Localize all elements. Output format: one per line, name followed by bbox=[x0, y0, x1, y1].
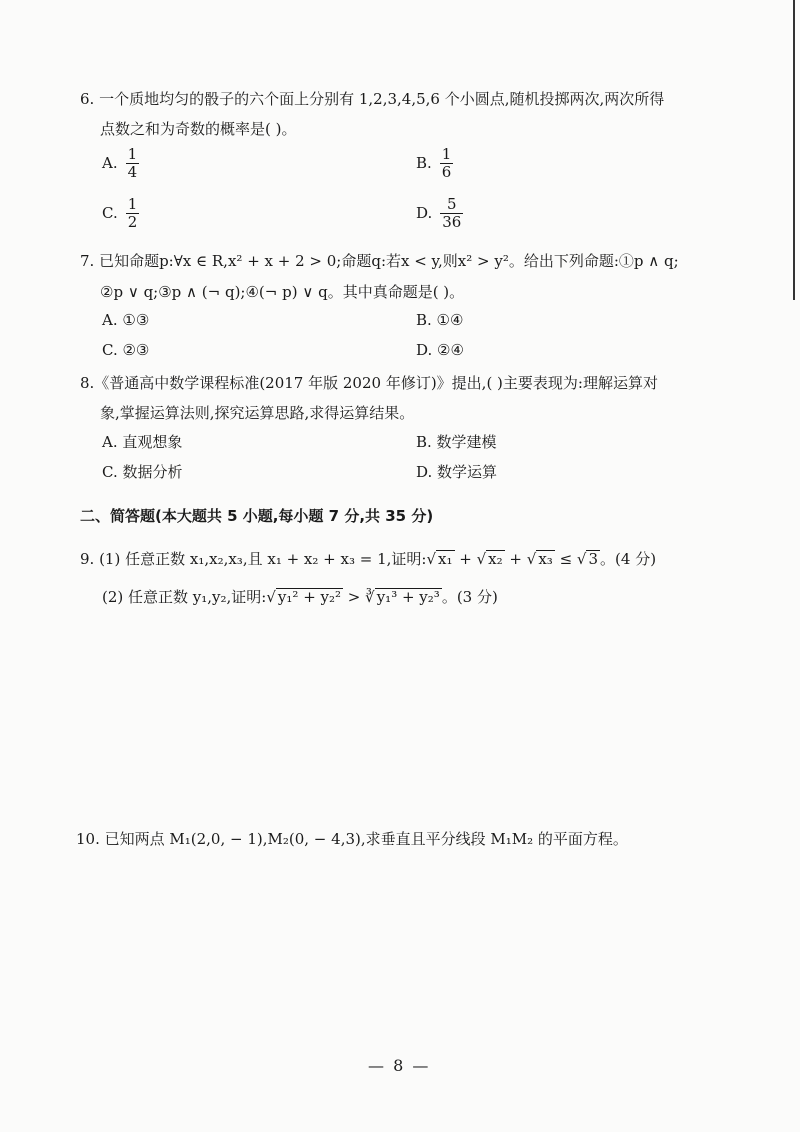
q6-option-c: C. $\frac{1}{2}$ bbox=[102, 195, 138, 232]
q9-part2: (2) 任意正数 y₁,y₂,证明:√ y₁² + y₂² > ∛ y₁³ + y₂³ 。(3 分) bbox=[102, 588, 498, 606]
q7-option-a: A. ①③ bbox=[102, 311, 150, 329]
q10-text: 10. 已知两点 M₁(2,0, − 1),M₂(0, − 4,3),求垂直且平分线段 M₁M₂ 的平面方程。 bbox=[76, 830, 628, 848]
q8-option-a: A. 直观想象 bbox=[102, 433, 183, 451]
q9-part1: 9. (1) 任意正数 x₁,x₂,x₃,且 x₁ + x₂ + x₃ = 1,证明:√ x₁ + √ x₂ + √ x₃ ≤ √ 3 。(4 分) bbox=[80, 550, 657, 568]
q8-line1: 8.《普通高中数学课程标准(2017 年版 2020 年修订)》提出,( )主要表现为:理解运算对 bbox=[80, 374, 658, 392]
fraction: $\frac{1}{2}$ bbox=[127, 195, 138, 232]
q6-option-a: A. $\frac{1}{4}$ bbox=[102, 145, 138, 182]
q7-option-c: C. ②③ bbox=[102, 341, 150, 359]
q8-option-c: C. 数据分析 bbox=[102, 463, 183, 481]
fraction: $\frac{1}{6}$ bbox=[441, 145, 452, 182]
page-number: — 8 — bbox=[368, 1056, 431, 1075]
q6-line2: 点数之和为奇数的概率是( )。 bbox=[100, 120, 297, 138]
section-heading: 二、简答题(本大题共 5 小题,每小题 7 分,共 35 分) bbox=[80, 507, 434, 525]
q7-line1: 7. 已知命题p:∀x ∈ R,x² + x + 2 > 0;命题q:若x < y,则x² > y²。给出下列命题:①p ∧ q; bbox=[80, 252, 679, 270]
q8-line2: 象,掌握运算法则,探究运算思路,求得运算结果。 bbox=[100, 404, 415, 422]
fraction: $\frac{1}{4}$ bbox=[127, 145, 138, 182]
q7-option-d: D. ②④ bbox=[416, 341, 464, 359]
q7-line2: ②p ∨ q;③p ∧ (¬ q);④(¬ p) ∨ q。其中真命题是( )。 bbox=[100, 283, 465, 301]
page-edge-line bbox=[793, 0, 795, 300]
fraction: $\frac{5}{36}$ bbox=[442, 195, 462, 232]
q6-line1: 6. 一个质地均匀的骰子的六个面上分别有 1,2,3,4,5,6 个小圆点,随机投掷两次,两次所得 bbox=[80, 90, 665, 108]
q7-option-b: B. ①④ bbox=[416, 311, 464, 329]
q8-option-b: B. 数学建模 bbox=[416, 433, 497, 451]
q6-option-b: B. $\frac{1}{6}$ bbox=[416, 145, 452, 182]
q6-option-d: D. $\frac{5}{36}$ bbox=[416, 195, 462, 232]
q8-option-d: D. 数学运算 bbox=[416, 463, 498, 481]
